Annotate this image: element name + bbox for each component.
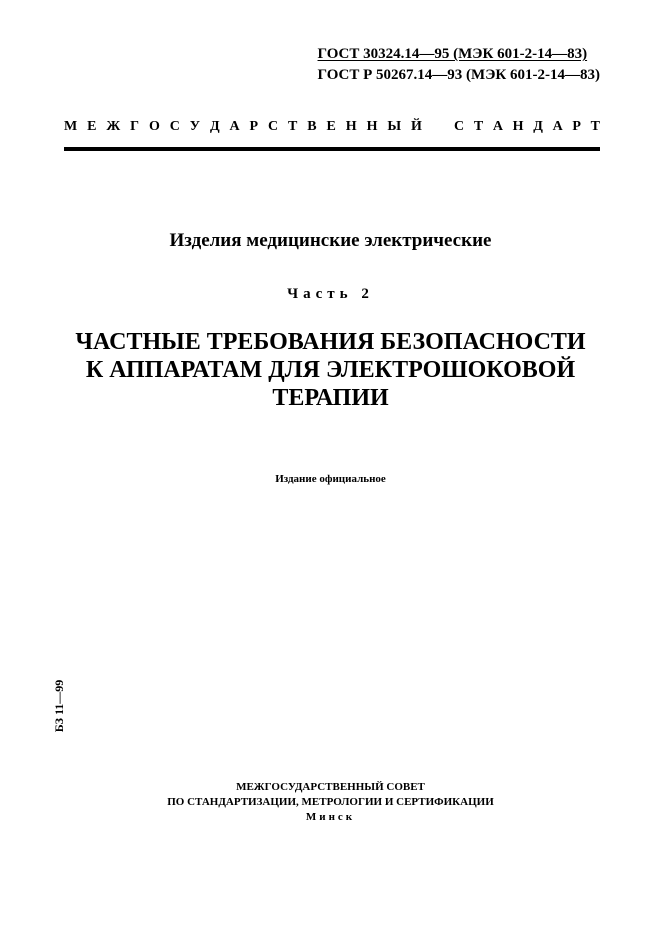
gost-designations — [318, 44, 600, 86]
publisher-city: Минск — [305, 811, 356, 823]
banner-letter: С — [268, 119, 279, 134]
banner-letter: А — [229, 119, 240, 134]
banner-word-2 — [454, 118, 600, 136]
main-title-line-2: К АППАРАТАМ ДЛЯ ЭЛЕКТРОШОКОВОЙ — [85, 357, 576, 383]
banner-letter: Е — [326, 119, 336, 134]
subject-title: Изделия медицинские электрические — [169, 230, 492, 251]
publisher-line-1: МЕЖГОСУДАРСТВЕННЫЙ СОВЕТ — [236, 781, 425, 793]
banner-letter: У — [189, 119, 201, 134]
main-title-line-1: ЧАСТНЫЕ ТРЕБОВАНИЯ БЕЗОПАСНОСТИ — [75, 329, 586, 355]
banner-letter: Ы — [387, 119, 402, 134]
banner-letter: Т — [473, 119, 484, 134]
banner-letter: Н — [512, 119, 524, 134]
banner-letter: Д — [209, 119, 220, 134]
interstate-standard-banner — [64, 118, 600, 136]
main-title-line-3: ТЕРАПИИ — [272, 385, 389, 411]
banner-letter: Н — [345, 119, 357, 134]
banner-letter: А — [552, 119, 563, 134]
banner-letter: Р — [249, 119, 259, 134]
publisher-block — [0, 780, 661, 825]
banner-letter: С — [454, 119, 465, 134]
banner-letter: Ж — [106, 119, 121, 134]
banner-letter: Е — [87, 119, 97, 134]
banner-letter: Г — [130, 119, 140, 134]
banner-letter: С — [169, 119, 180, 134]
banner-letter: М — [64, 119, 78, 134]
banner-letter: Т — [590, 119, 600, 134]
gost-designation-1: ГОСТ 30324.14—95 (МЭК 601-2-14—83) — [317, 46, 588, 62]
edition-label: Издание официальное — [275, 473, 386, 485]
part-label: Часть 2 — [287, 286, 374, 302]
publisher-line-2: ПО СТАНДАРТИЗАЦИИ, МЕТРОЛОГИИ И СЕРТИФИКАЦИИ — [167, 796, 494, 808]
main-title — [0, 328, 661, 412]
banner-letter: Д — [533, 119, 543, 134]
gost-designation-2: ГОСТ Р 50267.14—93 (МЭК 601-2-14—83) — [317, 67, 600, 83]
banner-letter: Р — [572, 119, 581, 134]
banner-letter: Й — [411, 119, 422, 134]
banner-word-1 — [64, 118, 422, 136]
banner-letter: О — [148, 119, 160, 134]
banner-letter: В — [307, 119, 317, 134]
banner-letter: Н — [366, 119, 378, 134]
side-catalog-mark: БЗ 11—99 — [52, 679, 66, 733]
banner-letter: Т — [288, 119, 298, 134]
banner-letter: А — [492, 119, 503, 134]
header-rule — [64, 147, 600, 151]
